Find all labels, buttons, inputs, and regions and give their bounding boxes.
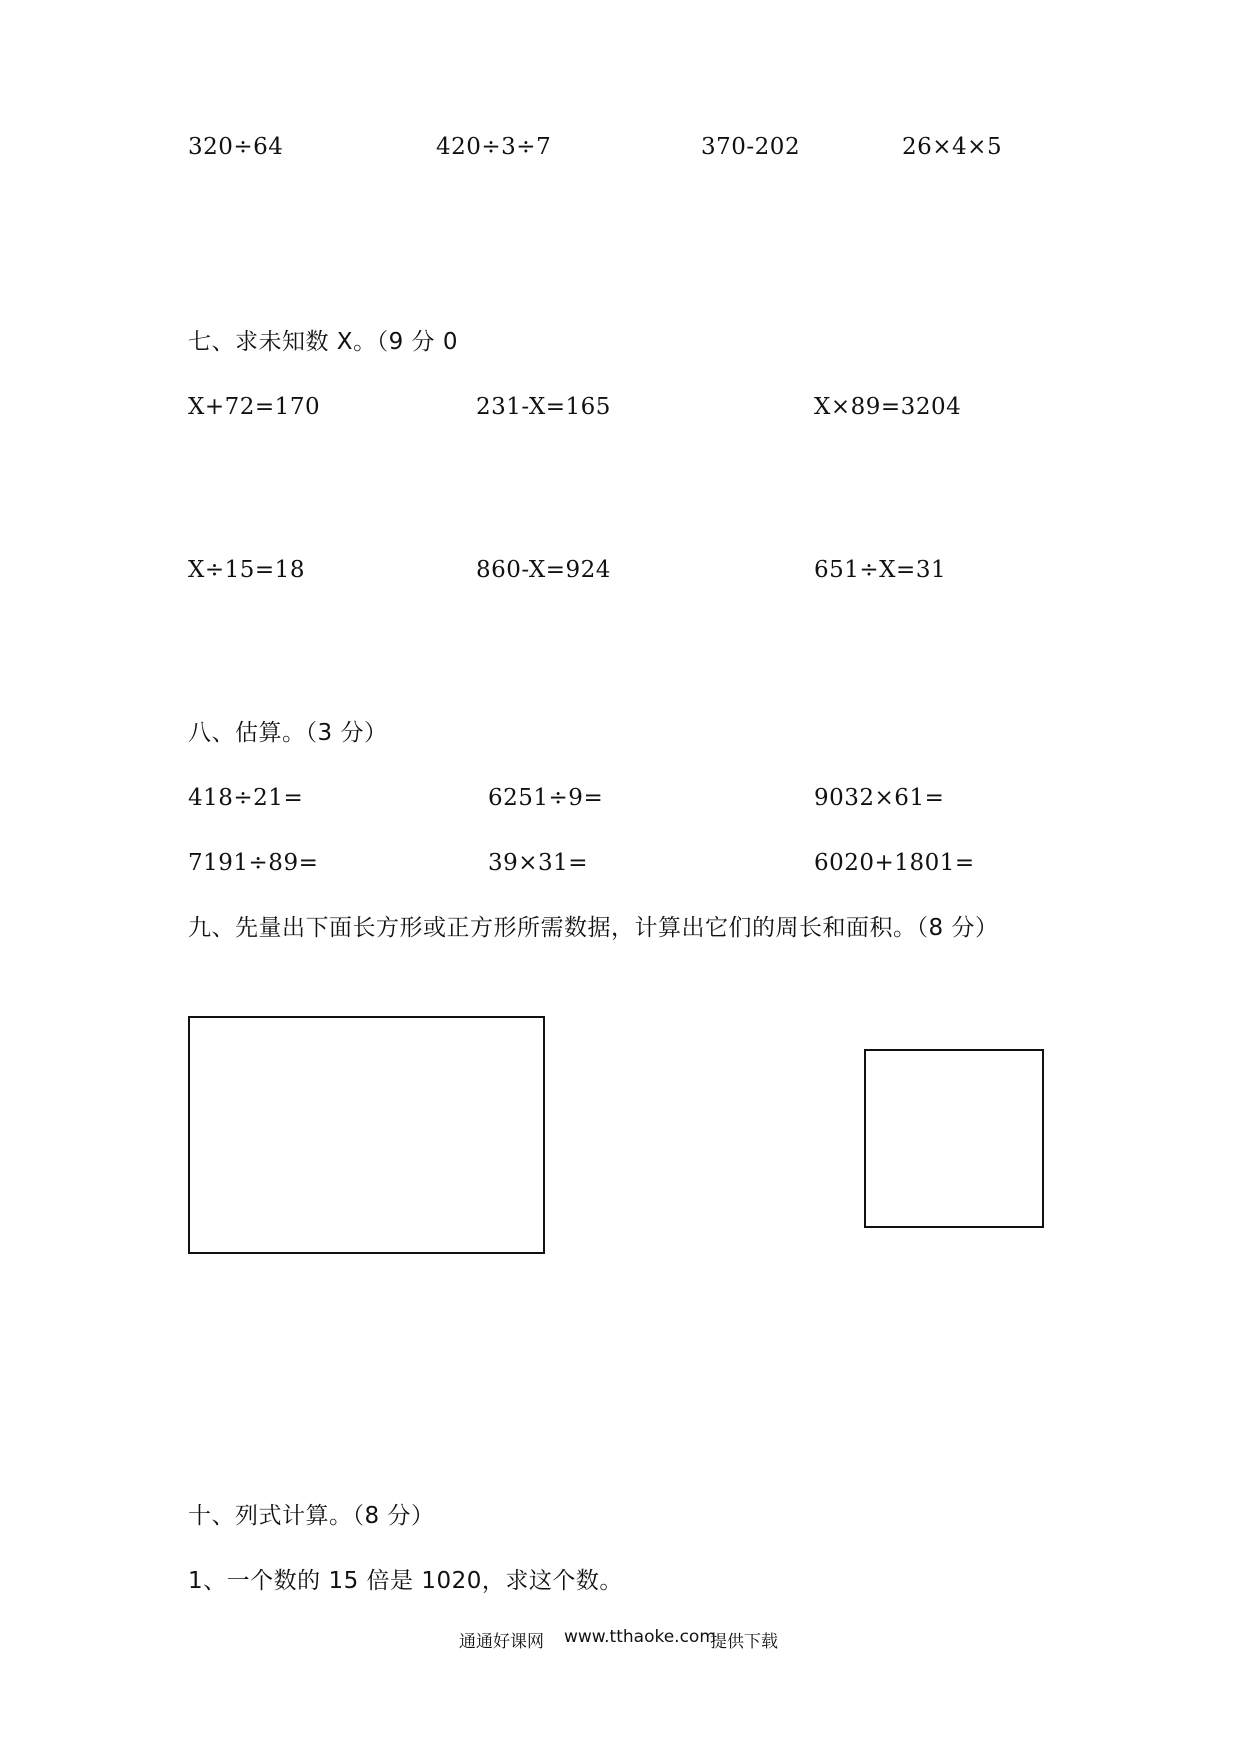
equation-7-6: 651÷X=31 <box>814 557 947 583</box>
equation-7-1: X+72=170 <box>188 394 321 420</box>
top-problem-4: 26×4×5 <box>902 134 1003 160</box>
top-problem-3: 370-202 <box>701 134 801 160</box>
estimate-8-3: 9032×61= <box>814 785 945 811</box>
equation-7-3: X×89=3204 <box>814 394 962 420</box>
footer-suffix: 提供下载 <box>710 1632 778 1652</box>
section-7-heading: 七、求未知数 X。（9 分 0 <box>188 329 458 355</box>
equation-7-4: X÷15=18 <box>188 557 305 583</box>
rectangle-figure <box>188 1016 545 1254</box>
section-10-heading: 十、列式计算。（8 分） <box>188 1503 435 1529</box>
estimate-8-5: 39×31= <box>488 850 589 876</box>
equation-7-2: 231-X=165 <box>476 394 611 420</box>
estimate-8-6: 6020+1801= <box>814 850 975 876</box>
equation-7-5: 860-X=924 <box>476 557 611 583</box>
section-9-heading: 九、先量出下面长方形或正方形所需数据，计算出它们的周长和面积。（8 分） <box>188 915 999 941</box>
estimate-8-4: 7191÷89= <box>188 850 319 876</box>
square-figure <box>864 1049 1044 1228</box>
footer-site-name: 通通好课网 <box>459 1632 544 1652</box>
section-8-heading: 八、估算。（3 分） <box>188 720 388 746</box>
estimate-8-1: 418÷21= <box>188 785 304 811</box>
estimate-8-2: 6251÷9= <box>488 785 604 811</box>
footer-url[interactable]: www.tthaoke.com <box>564 1627 716 1647</box>
top-problem-1: 320÷64 <box>188 134 284 160</box>
top-problem-2: 420÷3÷7 <box>436 134 552 160</box>
section-10-question-1: 1、一个数的 15 倍是 1020，求这个数。 <box>188 1568 623 1594</box>
